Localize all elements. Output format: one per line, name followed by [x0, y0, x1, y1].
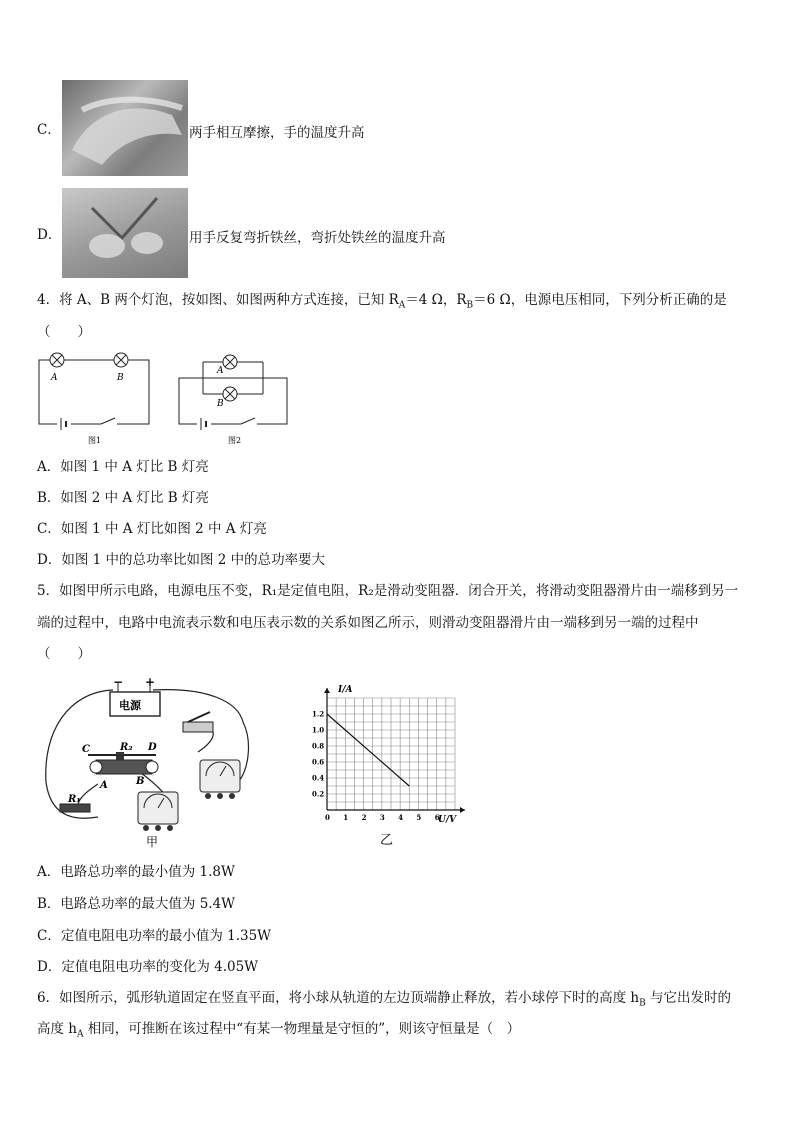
y-axis-label: I/A	[338, 685, 353, 695]
q4-option-c[interactable]: C．如图 1 中 A 灯比如图 2 中 A 灯亮	[37, 521, 267, 537]
x-tick-label: 4	[398, 813, 404, 822]
r1-label: R₁	[68, 794, 81, 805]
y-tick-label: 0.2	[312, 789, 325, 799]
hands-illustration	[62, 80, 188, 176]
option-d-caption: 用手反复弯折铁丝，弯折处铁丝的温度升高	[189, 230, 446, 246]
q4-sub-b: B	[466, 300, 474, 311]
fig1-lamp-a-label: A	[51, 373, 58, 383]
plus-label: +	[145, 675, 156, 689]
x-axis-arrow	[460, 807, 465, 813]
terminal-a-label: A	[100, 780, 108, 791]
x-axis-label: U/V	[438, 815, 457, 825]
fig1-lamp-b-label: B	[117, 373, 124, 383]
chart-grid	[327, 698, 455, 810]
chart-ticks	[312, 710, 440, 823]
voltmeter-icon	[200, 760, 240, 799]
x-tick-label: 1	[343, 813, 349, 822]
fig2-lamp-a-label: A	[217, 366, 224, 376]
chart-series	[327, 714, 409, 786]
option-d-letter: D．	[37, 227, 62, 243]
q6-stem-end: 与它出发时的	[645, 990, 731, 1006]
q4-stem-line2: （ ）	[37, 324, 91, 340]
minus-label: −	[113, 675, 124, 689]
fig-yi-caption: 乙	[380, 833, 394, 848]
q5-option-b[interactable]: B．电路总功率的最大值为 5.4W	[37, 896, 236, 912]
q5-option-d[interactable]: D．定值电阻电功率的变化为 4.05W	[37, 959, 259, 975]
q5-figure-yi-chart	[305, 680, 475, 850]
q6-stem-line2-b: 相同，可推断在该过程中“有某一物理量是守恒的”，则该守恒量是（ ）	[83, 1021, 521, 1037]
x-tick-label: 2	[361, 813, 367, 822]
y-tick-label: 0.8	[312, 741, 325, 751]
q4-option-d[interactable]: D．如图 1 中的总功率比如图 2 中的总功率要大	[37, 552, 326, 568]
q6-stem-line1	[37, 989, 731, 1013]
option-c-letter: C．	[37, 122, 61, 138]
q5-option-c[interactable]: C．定值电阻电功率的最小值为 1.35W	[37, 928, 272, 944]
q6-stem-line2	[37, 1020, 520, 1044]
option-c-caption: 两手相互摩擦，手的温度升高	[189, 125, 365, 141]
q5-stem-line1: 5．如图甲所示电路，电源电压不变，R₁是定值电阻，R₂是滑动变阻器．闭合开关，将滑动变阻器滑片由一端移到另一	[37, 583, 739, 599]
q4-stem-mid: ＝4 Ω，R	[405, 292, 467, 308]
fig1-caption: 图1	[88, 436, 102, 445]
q4-figure-1	[33, 348, 155, 446]
q4-sub-a: A	[398, 300, 406, 311]
x-tick-label: 6	[434, 813, 440, 822]
y-tick-label: 1.2	[312, 709, 325, 719]
fig2-lamp-b-label: B	[217, 399, 224, 409]
hands-rubbing-photo	[62, 80, 188, 176]
terminal-d-label: D	[148, 742, 157, 753]
q5-figure-jia	[38, 672, 263, 850]
r2-label: R₂	[120, 742, 133, 753]
terminal-b-label: B	[136, 776, 145, 787]
q4-figure-2	[173, 348, 295, 446]
q6-sub-b: B	[639, 998, 646, 1009]
y-tick-label: 0.6	[312, 757, 325, 767]
q4-option-b[interactable]: B．如图 2 中 A 灯比 B 灯亮	[37, 490, 209, 506]
q4-option-a[interactable]: A．如图 1 中 A 灯比 B 灯亮	[37, 459, 209, 475]
q6-stem-text: 6．如图所示，弧形轨道固定在竖直平面，将小球从轨道的左边顶端静止释放，若小球停下时的高度 h	[37, 990, 640, 1006]
x-tick-label: 5	[416, 813, 422, 822]
y-tick-label: 0.4	[312, 773, 325, 783]
q5-option-a[interactable]: A．电路总功率的最小值为 1.8W	[37, 864, 235, 880]
q5-stem-line3: （ ）	[37, 646, 91, 662]
q6-sub-a: A	[77, 1029, 84, 1040]
wire-illustration	[62, 188, 188, 278]
ammeter-icon	[138, 792, 178, 831]
fixed-resistor-icon	[60, 804, 90, 812]
rheostat-icon	[88, 752, 158, 774]
terminal-c-label: C	[82, 744, 90, 755]
q6-stem-line2-a: 高度 h	[37, 1021, 77, 1037]
q4-stem-end: ＝6 Ω，电源电压相同，下列分析正确的是	[473, 292, 727, 308]
x-tick-label: 3	[379, 813, 385, 822]
switch-icon	[183, 712, 213, 732]
y-axis-arrow	[324, 688, 330, 693]
x-tick-label: 0	[325, 813, 330, 822]
series-line	[327, 714, 409, 786]
power-label: 电源	[119, 699, 141, 712]
q5-stem-line2: 端的过程中，电路中电流表示数和电压表示数的关系如图乙所示，则滑动变阻器滑片由一端移到另一端的过程中	[37, 615, 699, 631]
q4-stem-text: 4．将 A、B 两个灯泡，按如图、如图两种方式连接，已知 R	[37, 292, 399, 308]
fig-jia-caption: 甲	[146, 835, 159, 849]
wire-bending-photo	[62, 188, 188, 278]
y-tick-label: 1.0	[312, 725, 325, 735]
q4-stem-line1	[37, 291, 727, 315]
fig2-caption: 图2	[228, 436, 242, 445]
